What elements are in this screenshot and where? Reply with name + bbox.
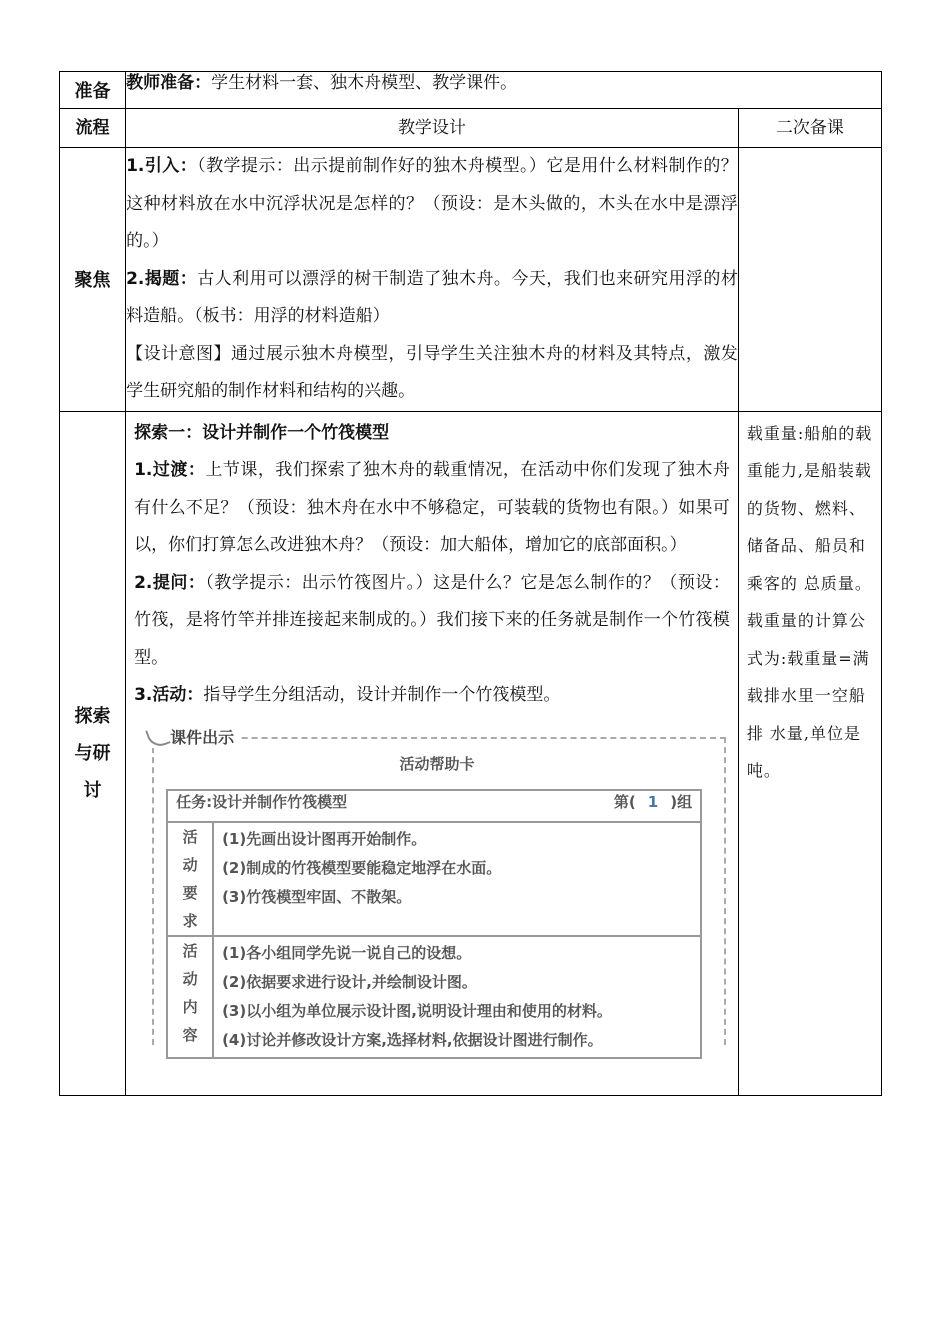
content-item: (4)讨论并修改设计方案,选择材料,依据设计图进行制作。 xyxy=(222,1030,603,1049)
content-item: (2)依据要求进行设计,并绘制设计图。 xyxy=(222,972,477,991)
header-row xyxy=(60,109,882,148)
focus-topic-heading: 揭题： xyxy=(144,268,198,289)
explore-heading: 探索一：设计并制作一个竹筏模型 xyxy=(134,422,390,443)
focus-intro-text: （教学提示：出示提前制作好的独木舟模型。）它是用什么材料制作的？这种材料放在水中沉浮状况是怎样的？（预设：是木头做的，木头在水中是漂浮的。） xyxy=(126,156,738,251)
card-requirements-list xyxy=(213,822,701,936)
requirement-item: (3)竹筏模型牢固、不散架。 xyxy=(222,887,412,906)
prep-row xyxy=(60,72,882,109)
content-item: (1)各小组同学先说一说自己的设想。 xyxy=(222,943,472,962)
focus-topic-paragraph xyxy=(126,261,738,336)
card-title: 活动帮助卡 xyxy=(399,754,475,773)
focus-topic-number: 2. xyxy=(126,268,145,289)
explore-activity-paragraph: 3.活动：指导学生分组活动，设计并制作一个竹筏模型。 xyxy=(134,685,561,705)
explore-secondary-cell xyxy=(738,411,881,1095)
focus-row xyxy=(60,148,882,412)
explore-text xyxy=(126,412,738,715)
card-requirements-label: 活动要求 xyxy=(167,822,213,936)
focus-intro-paragraph xyxy=(126,148,738,261)
payload-note: 载重量:船舶的载重能力,是船装载的货物、燃料、储备品、船员和乘客的 总质量。载重量的计算公式为:载重量=满载排水里一空船排 水量,单位是吨。 xyxy=(746,423,873,780)
teacher-prep-text: 学生材料一套、独木舟模型、教学课件。 xyxy=(211,73,518,93)
card-contents-label: 活动内容 xyxy=(167,936,213,1058)
focus-intro-heading: 引入： xyxy=(144,156,198,176)
content-item: (3)以小组为单位展示设计图,说明设计理由和使用的材料。 xyxy=(222,1001,612,1020)
explore-label xyxy=(60,411,126,1095)
group-number-value: 1 xyxy=(647,792,659,811)
leaf-icon xyxy=(145,724,171,750)
card-contents-list xyxy=(213,936,701,1058)
courseware-tag xyxy=(148,725,240,748)
requirement-item: (1)先画出设计图再开始制作。 xyxy=(222,829,427,848)
card-contents-row xyxy=(167,936,701,1058)
explore-row xyxy=(60,411,882,1095)
explore-label-text: 探索与研讨 xyxy=(74,705,111,801)
header-process: 流程 xyxy=(60,109,126,148)
explore-transition-paragraph: 1.过渡：上节课，我们探索了独木舟的载重情况，在活动中你们发现了独木舟有什么不足？（预设：独木舟在水中不够稳定，可装载的货物也有限。）如果可以，你们打算怎么改进独木舟？（预设：加大船体，增加它的底部面积。） xyxy=(134,460,730,555)
courseware-card xyxy=(148,725,726,1049)
header-secondary-prep: 二次备课 xyxy=(738,109,881,148)
explore-question-paragraph: 2.提问：（教学提示：出示竹筏图片。）这是什么？它是怎么制作的？（预设：竹筏，是将竹竿并排连接起来制成的。）我们接下来的任务就是制作一个竹筏模型。 xyxy=(134,572,730,668)
prep-label: 准备 xyxy=(60,72,126,109)
focus-intro-number: 1. xyxy=(126,156,145,176)
card-task-row xyxy=(167,790,701,822)
teacher-prep-label: 教师准备： xyxy=(126,73,212,93)
prep-content xyxy=(126,72,882,109)
lesson-plan-table xyxy=(59,71,882,1096)
focus-content xyxy=(126,148,739,412)
focus-label: 聚焦 xyxy=(60,148,126,412)
focus-secondary-cell xyxy=(738,148,881,412)
card-task-text: 任务:设计并制作竹筏模型 xyxy=(176,792,348,811)
card-group-number: 第( 1 )组 xyxy=(613,792,693,811)
requirement-item: (2)制成的竹筏模型要能稳定地浮在水面。 xyxy=(222,858,502,877)
courseware-tag-text: 课件出示 xyxy=(170,727,235,747)
card-task-cell xyxy=(167,790,701,822)
explore-content xyxy=(126,411,739,1095)
activity-help-card-table xyxy=(166,789,702,1059)
card-requirements-row xyxy=(167,822,701,936)
lesson-plan-page xyxy=(59,71,882,1096)
focus-intent-paragraph: 【设计意图】通过展示独木舟模型，引导学生关注独木舟的材料及其特点，激发学生研究船的制作材料和结构的兴趣。 xyxy=(126,343,738,401)
focus-topic-text: 古人利用可以漂浮的树干制造了独木舟。今天，我们也来研究用浮的材料造船。（板书：用浮的材料造船） xyxy=(126,268,738,326)
header-design: 教学设计 xyxy=(126,109,739,148)
